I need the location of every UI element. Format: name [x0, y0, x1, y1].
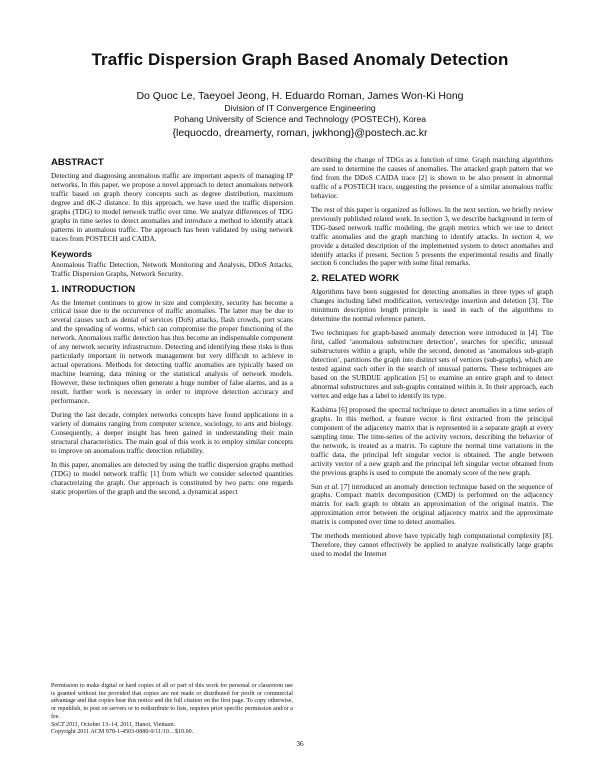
author-emails: {lequocdo, dreamerty, roman, jwkhong}@postech.ac.kr [172, 127, 428, 139]
introduction-paragraph-5: The rest of this paper is organized as follows. In the next section, we briefly review previously published related work. In section 3, we describe background in term of TDG-based network traffic modeling, the graph metrics which we use to detect traffic anomalies and the graph matching to identify attacks. In section 4, we provide a detailed description of the implemented system to detect anomalies and identify attacks if present. Section 5 presents the experimental results and finally section 6 concludes the paper with some final remarks. [311, 205, 553, 268]
related-work-paragraph-4 [311, 483, 553, 528]
related-work-paragraph-3: Kashima [6] proposed the spectral technique to detect anomalies in a time series of graphs. In this method, a feature vector is first extracted from the principal component of the adjacency matrix that is represented in a separate graph at every sampling time. The time-series of the activity vectors, describing the behavior of the network, is treated as a matrix. To capture the normal time variations in the traffic data, the principal left singular vector is obtained. The angle between activity vector of a new graph and the principal left singular vector obtained from the previous graphs is used to compute the anomaly score of the new graph. [311, 405, 553, 477]
paper-title: Traffic Dispersion Graph Based Anomaly Detection [91, 50, 509, 69]
sun-text: [7] introduced an anomaly detection technique based on the sequence of graphs. Compact matrix decomposition (CMD) is performed on the adjacency matrix for each graph to obtain an approximation of the original matrix. The approximation error between the original adjacency matrix and the approximate matrix is computed over time to detect anomalies. [311, 482, 553, 527]
affiliation-line-1: Division of IT Convergence Engineering [224, 103, 376, 113]
copyright-notice [51, 683, 293, 737]
introduction-paragraph-1: As the Internet continues to grow in size and complexity, security has become a critical issue due to the occurrence of traffic anomalies. The latter may be due to several causes such as denial of services (DoS) attacks, flash crowds, port scans and the spreading of worms, which can compromise the proper functioning of the network. Anomalous traffic detection has thus become an indispensable component of any network security infrastructure. Detecting and identifying these risks is thus particularly important in network management but very difficult to achieve in actual operations. Methods for detecting traffic anomalies are typically based on machine learning, data mining or the statistical analysis of network models. However, these techniques often generate a huge number of false alarms, and as a result, further work is necessary in order to improve detection accuracy and performance. [51, 298, 293, 406]
introduction-paragraph-2: During the last decade, complex networks concepts have found applications in a variety of domains ranging from computer science, sociology, to arts and biology. Consequently, a deeper insight has been gained in understanding their main structural characteristics. The main goal of this work is to employ similar concepts to improve on anomalous traffic detection reliability. [51, 410, 293, 455]
introduction-paragraph-3: In this paper, anomalies are detected by using the traffic dispersion graphs method (TDG) to model network traffic [1] from which we consider selected quantities characterizing the graph. Our approach is constituted by two parts: one regards static properties of the graph and the second, a dynamical aspect [51, 460, 293, 496]
affiliation-line-2: Pohang University of Science and Technology (POSTECH), Korea [173, 114, 427, 124]
page-number: 36 [296, 739, 304, 748]
et-al: et al. [324, 482, 340, 491]
introduction-heading: 1. INTRODUCTION [51, 283, 136, 295]
keywords-text: Anomalous Traffic Detection, Network Monitoring and Analysis, DDoS Attacks, Traffic Dispersion Graphs, Network Security. [51, 260, 293, 278]
venue-details: October 13–14, 2011, Hanoi, Vietnam. [79, 721, 176, 728]
left-column [51, 156, 293, 502]
right-column [311, 156, 553, 564]
related-work-heading: 2. RELATED WORK [311, 273, 400, 285]
venue-name: SoCT 2011, [51, 721, 80, 728]
affiliation [0, 103, 600, 125]
sun-author: Sun [311, 482, 325, 491]
keywords-heading: Keywords [51, 248, 93, 259]
copyright-line: Copyright 2011 ACM 978-1-4503-0880-9/11/10…$10.00. [51, 729, 194, 736]
abstract-heading: ABSTRACT [51, 157, 104, 168]
permission-text: Permission to make digital or hard copies of all or part of this work for personal or classroom use is granted without fee provided that copies are not made or distributed for profit or commercial advantage and that copies bear this notice and the full citation on the first page. To copy otherwise, or republish, to post on servers or to redistribute to lists, requires prior specific permission and/or a fee. [51, 683, 293, 720]
author-list: Do Quoc Le, Taeyoel Jeong, H. Eduardo Roman, James Won-Ki Hong [136, 90, 464, 102]
abstract-text: Detecting and diagnosing anomalous traffic are important aspects of managing IP networks. In this paper, we propose a novel approach to detect anomalous network traffic based on graph theory concepts such as degree distribution, maximum degree and dK-2 distance. In this approach, we have used the traffic dispersion graphs (TDG) to model network traffic over time. We analyze differences of TDG graphs in time series to detect anomalies and introduce a method to identify attack patterns in anomalous traffic. The approach has been validated by using network traces from POSTECH and CAIDA. [51, 172, 293, 243]
related-work-paragraph-1: Algorithms have been suggested for detecting anomalies in three types of graph changes including label modification, vertex/edge insertion and deletion [3]. The minimum description length principle is used in each of the algorithms to determine the normal reference pattern. [311, 288, 553, 324]
related-work-paragraph-5: The methods mentioned above have typically high computational complexity [8]. Therefore, they cannot effectively be applied to analyze realistically large graphs used to model the Internet [311, 532, 553, 559]
introduction-paragraph-4: describing the change of TDGs as a function of time. Graph matching algorithms are used to determine the causes of anomalies. The attacked graph pattern that we find from the DDoS CAIDA trace [2] is shown to be also present in abnormal traffic of a POSTECH trace, suggesting the presence of a similar anomalous traffic behavior. [311, 156, 553, 200]
related-work-paragraph-2: Two techniques for graph-based anomaly detection were introduced in [4]. The first, called ‘anomalous substructure detection’, searches for specific, unusual substructures within a graph, while the second, denoted as ‘anomalous sub-graph detection’, partitions the graph into distinct sets of vertices (sub-graphs), which are tested against each other in the search of unusual patterns. These techniques are based on the SUBDUE application [5] to examine an entire graph and to detect abnormal substructures and sub-graphs contained within it. In their approach, each vertex and edge has a label to identify its type. [311, 329, 553, 400]
